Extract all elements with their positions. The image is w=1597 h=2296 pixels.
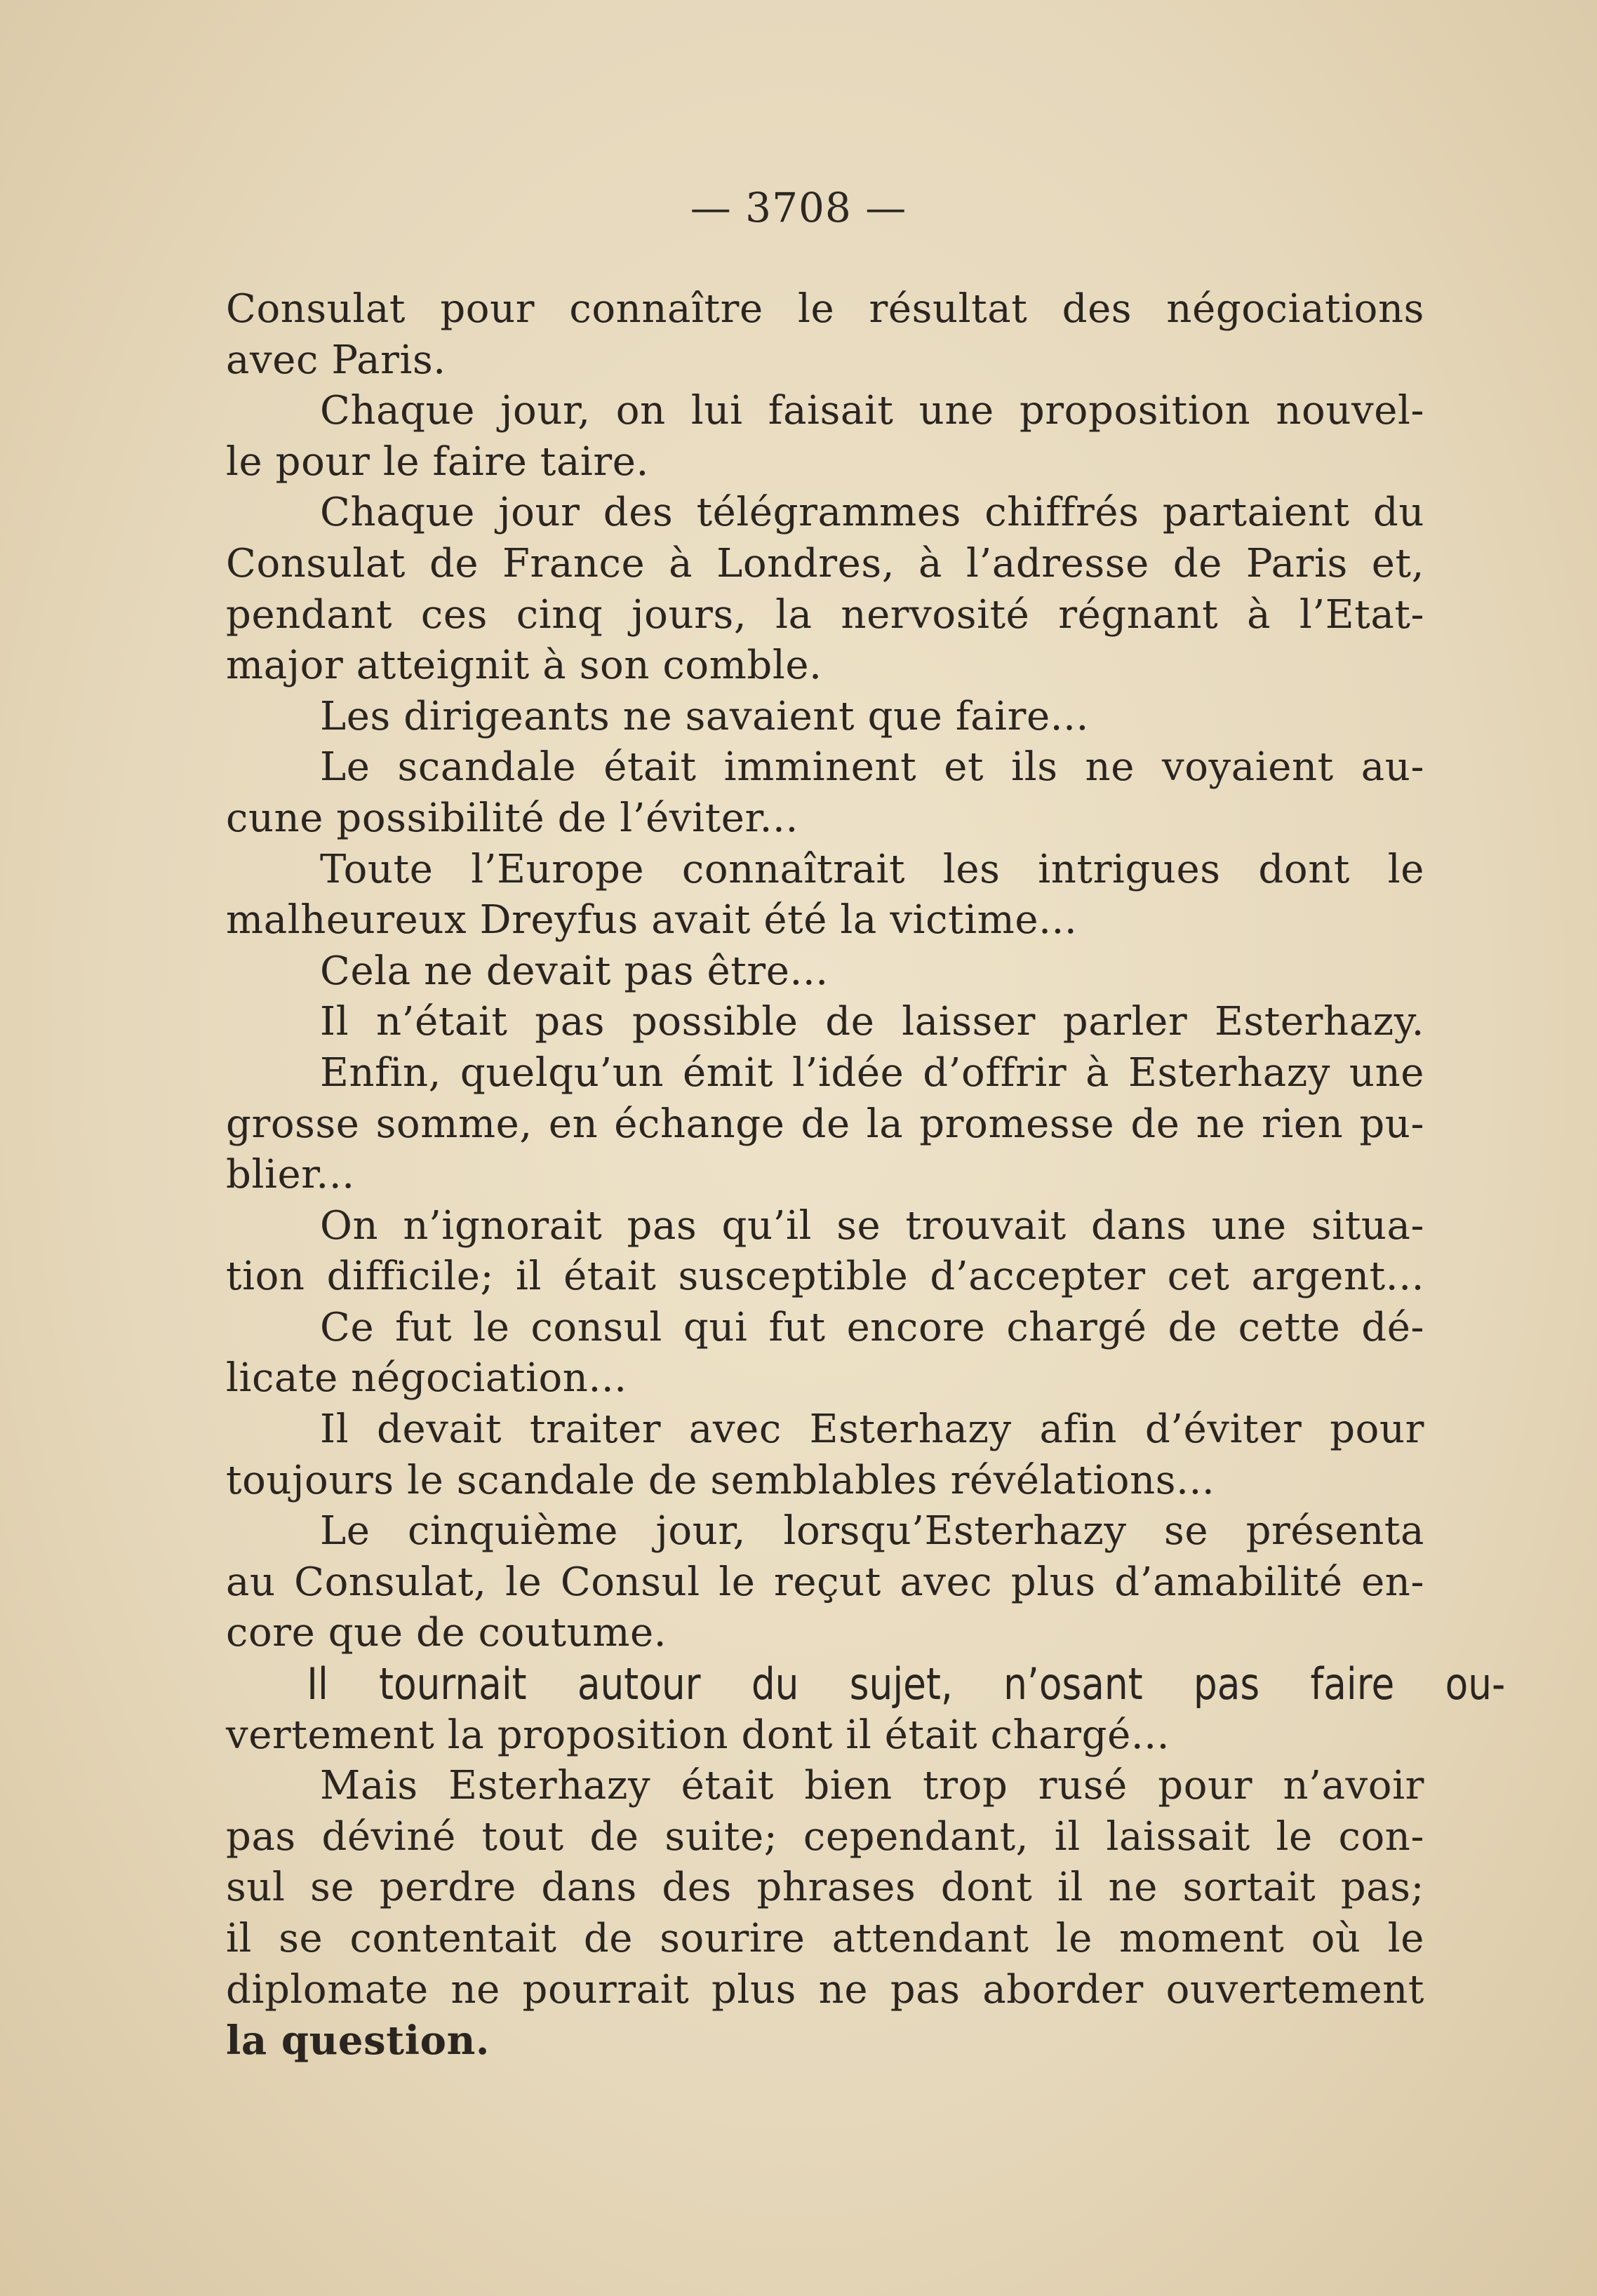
- text-line: la question.: [226, 2018, 490, 2065]
- text-line: Mais Esterhazy était bien trop rusé pour n’avoir: [320, 1763, 1424, 1809]
- text-line: Il devait traiter avec Esterhazy afin d’éviter pour: [320, 1407, 1424, 1453]
- text-line: le pour le faire taire.: [226, 438, 649, 485]
- body-text: [226, 284, 1506, 2067]
- text-line: grosse somme, en échange de la promesse de ne rien pu-: [226, 1101, 1424, 1147]
- text-line: licate négociation...: [226, 1355, 627, 1402]
- text-line: pendant ces cinq jours, la nervosité régnant à l’Etat-: [226, 591, 1424, 638]
- text-line: malheureux Dreyfus avait été la victime...: [226, 897, 1078, 944]
- text-line: diplomate ne pourrait plus ne pas aborder ouvertement: [226, 1966, 1424, 2013]
- text-line: On n’ignorait pas qu’il se trouvait dans une situa-: [320, 1202, 1424, 1249]
- text-line: Chaque jour des télégrammes chiffrés partaient du: [320, 490, 1424, 536]
- text-line: pas déviné tout de suite; cependant, il laissait le con-: [226, 1813, 1424, 1860]
- text-line: au Consulat, le Consul le reçut avec plus d’amabilité en-: [226, 1559, 1424, 1605]
- text-line: Ce fut le consul qui fut encore chargé de cette dé-: [320, 1304, 1424, 1350]
- text-line: blier...: [226, 1152, 355, 1198]
- text-line: major atteignit à son comble.: [226, 643, 822, 689]
- text-line: Il n’était pas possible de laisser parler Esterhazy.: [320, 999, 1424, 1045]
- text-line: Cela ne devait pas être...: [320, 948, 829, 994]
- text-line: Consulat de France à Londres, à l’adresse de Paris et,: [226, 540, 1424, 586]
- text-line: Enfin, quelqu’un émit l’idée d’offrir à Esterhazy une: [320, 1049, 1424, 1096]
- text-line: Chaque jour, on lui faisait une proposition nouvel-: [320, 388, 1424, 434]
- text-line: vertement la proposition dont il était chargé...: [226, 1712, 1170, 1758]
- text-line: toujours le scandale de semblables révélations...: [226, 1457, 1215, 1503]
- page-number: — 3708 —: [690, 184, 907, 231]
- text-line: sul se perdre dans des phrases dont il ne sortait pas;: [226, 1865, 1424, 1911]
- text-line: il se contentait de sourire attendant le moment où le: [226, 1916, 1424, 1961]
- text-line: cune possibilité de l’éviter...: [226, 795, 798, 841]
- text-line: Il tournait autour du sujet, n’osant pas faire ou-: [307, 1658, 1506, 1710]
- text-line: avec Paris.: [226, 337, 446, 383]
- text-line: tion difficile; il était susceptible d’accepter cet argent...: [226, 1254, 1424, 1300]
- text-line: Les dirigeants ne savaient que faire...: [320, 693, 1089, 739]
- text-line: Consulat pour connaître le résultat des négociations: [226, 286, 1424, 332]
- text-line: Toute l’Europe connaîtrait les intrigues dont le: [320, 846, 1424, 892]
- text-line: Le cinquième jour, lorsqu’Esterhazy se présenta: [320, 1508, 1424, 1555]
- text-line: core que de coutume.: [226, 1610, 667, 1656]
- text-line: Le scandale était imminent et ils ne voyaient au-: [320, 744, 1424, 791]
